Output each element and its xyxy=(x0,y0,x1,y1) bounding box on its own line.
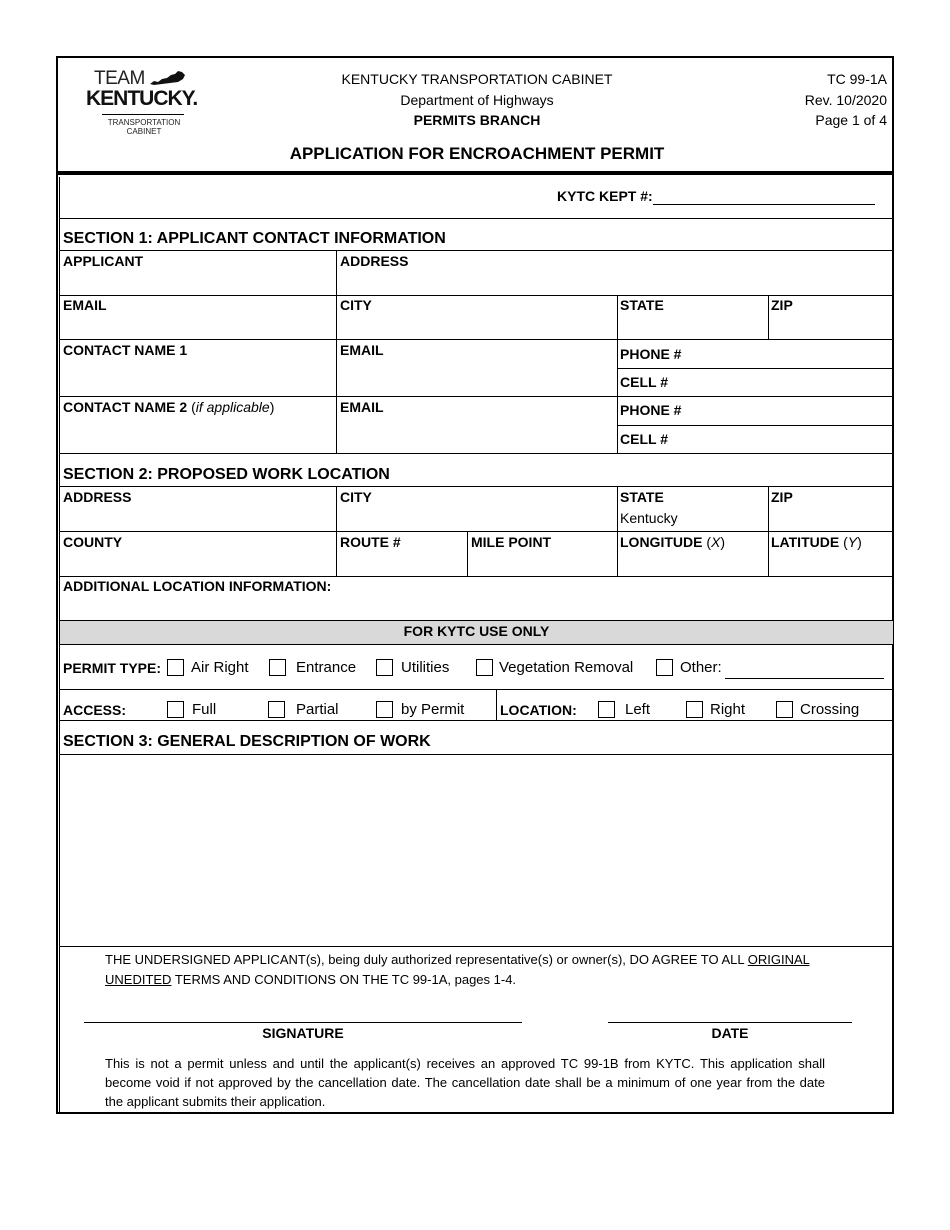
logo-team-text: TEAM xyxy=(94,68,145,89)
rule xyxy=(496,689,497,720)
latitude-var: (Y) xyxy=(843,534,862,550)
permit-other-field[interactable] xyxy=(725,678,884,679)
rule xyxy=(336,250,337,453)
applicant-address-label: ADDRESS xyxy=(340,253,409,269)
location-crossing-label: Crossing xyxy=(800,701,860,718)
longitude-label xyxy=(620,534,725,550)
rule xyxy=(60,689,893,690)
agreement-part2: TERMS AND CONDITIONS ON THE TC 99-1A, pages 1-4. xyxy=(171,971,517,987)
agreement-original: ORIGINAL xyxy=(747,952,810,967)
longitude-var: (X) xyxy=(706,534,726,550)
form-id-block xyxy=(805,69,887,131)
agency-name: KENTUCKY TRANSPORTATION CABINET xyxy=(341,71,613,87)
agreement-unedited: UNEDITED xyxy=(105,971,172,987)
permit-other-checkbox[interactable] xyxy=(656,659,673,676)
kytc-kept-field[interactable] xyxy=(653,204,875,205)
access-by-permit-checkbox[interactable] xyxy=(376,701,393,718)
rule xyxy=(467,531,468,576)
signature-label: SIGNATURE xyxy=(262,1025,344,1041)
rule xyxy=(60,453,893,454)
contact2-label xyxy=(63,399,274,415)
section2-title: SECTION 2: PROPOSED WORK LOCATION xyxy=(63,466,390,483)
rule xyxy=(768,295,769,339)
applicant-zip-label: ZIP xyxy=(771,297,793,313)
agreement-text xyxy=(105,950,835,989)
work-zip-label: ZIP xyxy=(771,489,793,505)
latitude-text: LATITUDE xyxy=(771,534,840,550)
access-by-permit-label: by Permit xyxy=(401,701,465,718)
logo-sub-line2: CABINET xyxy=(126,127,162,136)
applicant-field-label: APPLICANT xyxy=(63,253,144,269)
location-label: LOCATION: xyxy=(500,702,577,718)
contact1-phone-label: PHONE # xyxy=(620,346,682,362)
access-full-checkbox[interactable] xyxy=(167,701,184,718)
longitude-var-text: X xyxy=(711,534,721,550)
kytc-kept-label: KYTC KEPT #: xyxy=(557,188,653,204)
rule xyxy=(60,754,893,755)
location-right-checkbox[interactable] xyxy=(686,701,703,718)
access-partial-label: Partial xyxy=(296,701,339,718)
rule xyxy=(60,720,893,721)
longitude-text: LONGITUDE xyxy=(620,534,703,550)
permit-vegetation-checkbox[interactable] xyxy=(476,659,493,676)
rule xyxy=(617,295,618,453)
contact2-label-text: CONTACT NAME 2 xyxy=(63,399,188,415)
kytc-use-title: FOR KYTC USE ONLY xyxy=(403,623,550,639)
contact2-note: (if applicable) xyxy=(191,399,275,415)
latitude-label xyxy=(771,534,862,550)
date-label: DATE xyxy=(711,1025,749,1041)
section3-title: SECTION 3: GENERAL DESCRIPTION OF WORK xyxy=(63,733,431,750)
work-description-field[interactable] xyxy=(61,756,891,944)
branch-name: PERMITS BRANCH xyxy=(413,112,541,128)
rule xyxy=(617,368,893,369)
rule xyxy=(60,396,893,397)
county-label: COUNTY xyxy=(63,534,123,550)
department-name: Department of Highways xyxy=(400,91,554,108)
rule xyxy=(336,486,337,576)
latitude-var-text: Y xyxy=(847,534,858,550)
location-left-checkbox[interactable] xyxy=(598,701,615,718)
permit-entrance-checkbox[interactable] xyxy=(269,659,286,676)
work-address-label: ADDRESS xyxy=(63,489,132,505)
permit-utilities-label: Utilities xyxy=(401,659,450,676)
form-revision: Rev. 10/2020 xyxy=(804,91,887,108)
contact2-note-text: if applicable xyxy=(195,399,270,415)
contact2-email-label: EMAIL xyxy=(340,399,384,415)
contact2-phone-label: PHONE # xyxy=(620,402,682,418)
applicant-state-label: STATE xyxy=(620,297,664,313)
permit-air-right-label: Air Right xyxy=(191,659,249,676)
signature-field[interactable] xyxy=(84,1022,522,1023)
page-number: Page 1 of 4 xyxy=(815,112,887,128)
applicant-city-label: CITY xyxy=(340,297,372,313)
form-header xyxy=(56,56,894,173)
permit-utilities-checkbox[interactable] xyxy=(376,659,393,676)
footer-note: This is not a permit unless and until the applicant(s) receives an approved TC 99-1B from KYTC. This application shall become void if not approved by the cancellation date. The cancellation date shall be a minimum of one year from the date the applicant submits their application. xyxy=(105,1056,825,1110)
rule xyxy=(60,218,893,219)
permit-type-label: PERMIT TYPE: xyxy=(63,660,162,676)
form-number: TC 99-1A xyxy=(827,71,887,87)
rule xyxy=(60,339,893,340)
date-field[interactable] xyxy=(608,1022,852,1023)
work-state-label: STATE xyxy=(620,489,664,505)
location-left-label: Left xyxy=(625,701,651,718)
work-state-value[interactable]: Kentucky xyxy=(620,510,678,526)
rule xyxy=(60,250,893,251)
rule xyxy=(617,486,618,576)
permit-entrance-label: Entrance xyxy=(296,659,357,676)
page-title: APPLICATION FOR ENCROACHMENT PERMIT xyxy=(289,144,665,163)
route-label: ROUTE # xyxy=(340,534,401,550)
agreement-part1: THE UNDERSIGNED APPLICANT(s), being duly authorized representative(s) or owner(s), DO AGREE TO ALL xyxy=(105,952,748,967)
access-full-label: Full xyxy=(192,701,217,718)
location-crossing-checkbox[interactable] xyxy=(776,701,793,718)
rule xyxy=(60,644,893,645)
permit-other-label: Other: xyxy=(680,659,722,676)
access-label: ACCESS: xyxy=(63,702,127,718)
mile-point-label: MILE POINT xyxy=(471,534,552,550)
permit-vegetation-label: Vegetation Removal xyxy=(499,659,634,676)
applicant-email-label: EMAIL xyxy=(63,297,107,313)
permit-air-right-checkbox[interactable] xyxy=(167,659,184,676)
logo-kentucky-text: KENTUCKY. xyxy=(86,87,198,110)
location-right-label: Right xyxy=(710,701,746,718)
rule xyxy=(768,486,769,576)
contact1-label: CONTACT NAME 1 xyxy=(63,342,188,358)
rule xyxy=(60,576,893,577)
rule xyxy=(60,946,893,947)
contact1-email-label: EMAIL xyxy=(340,342,384,358)
rule xyxy=(617,425,893,426)
work-city-label: CITY xyxy=(340,489,372,505)
contact1-cell-label: CELL # xyxy=(620,374,668,390)
additional-location-label: ADDITIONAL LOCATION INFORMATION: xyxy=(63,578,332,594)
logo-sub-line1: TRANSPORTATION xyxy=(107,118,181,127)
contact2-cell-label: CELL # xyxy=(620,431,668,447)
access-partial-checkbox[interactable] xyxy=(268,701,285,718)
agency-block xyxy=(58,69,896,131)
section1-title: SECTION 1: APPLICANT CONTACT INFORMATION xyxy=(63,230,446,247)
